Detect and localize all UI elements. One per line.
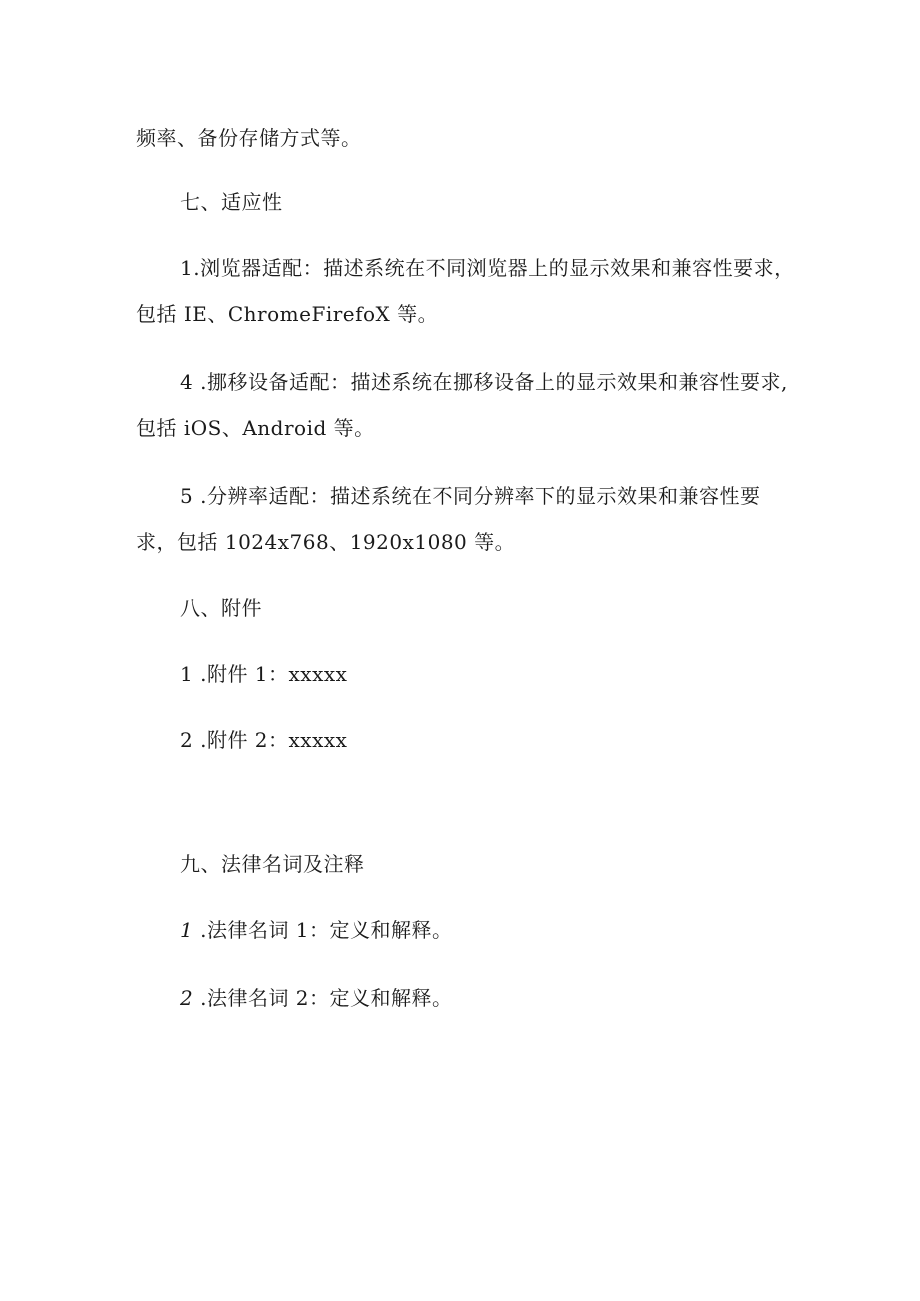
section-7-item-2-line-2: 包括 iOS、Android 等。 [136,416,375,440]
section-7-item-3-line-2: 求，包括 1024x768、1920x1080 等。 [136,530,516,554]
section-9-item-1-number: 1 [180,918,194,942]
section-9-item-2-number: 2 [180,986,194,1010]
section-9-item-2 [180,984,453,1012]
section-7-item-1-line-1: 1.浏览器适配：描述系统在不同浏览器上的显示效果和兼容性要求， [180,256,795,280]
section-8-item-2: 2 .附件 2：xxxxx [180,728,348,752]
section-7-heading: 七、适应性 [180,190,283,214]
section-9-item-2-text: .法律名词 2：定义和解释。 [193,986,453,1010]
section-7-item-2-line-1: 4 .挪移设备适配：描述系统在挪移设备上的显示效果和兼容性要求, [180,370,788,394]
section-8-heading: 八、附件 [180,596,262,620]
section-8-item-1: 1 .附件 1：xxxxx [180,662,348,686]
section-7-item-1-line-2: 包括 IE、ChromeFirefoX 等。 [136,302,439,326]
section-9-item-1-text: .法律名词 1：定义和解释。 [193,918,453,942]
section-7-item-3-line-1: 5 .分辨率适配：描述系统在不同分辨率下的显示效果和兼容性要 [180,484,761,508]
continuation-text: 频率、备份存储方式等。 [136,126,362,150]
section-9-item-1 [180,916,453,944]
section-9-heading: 九、法律名词及注释 [180,852,365,876]
